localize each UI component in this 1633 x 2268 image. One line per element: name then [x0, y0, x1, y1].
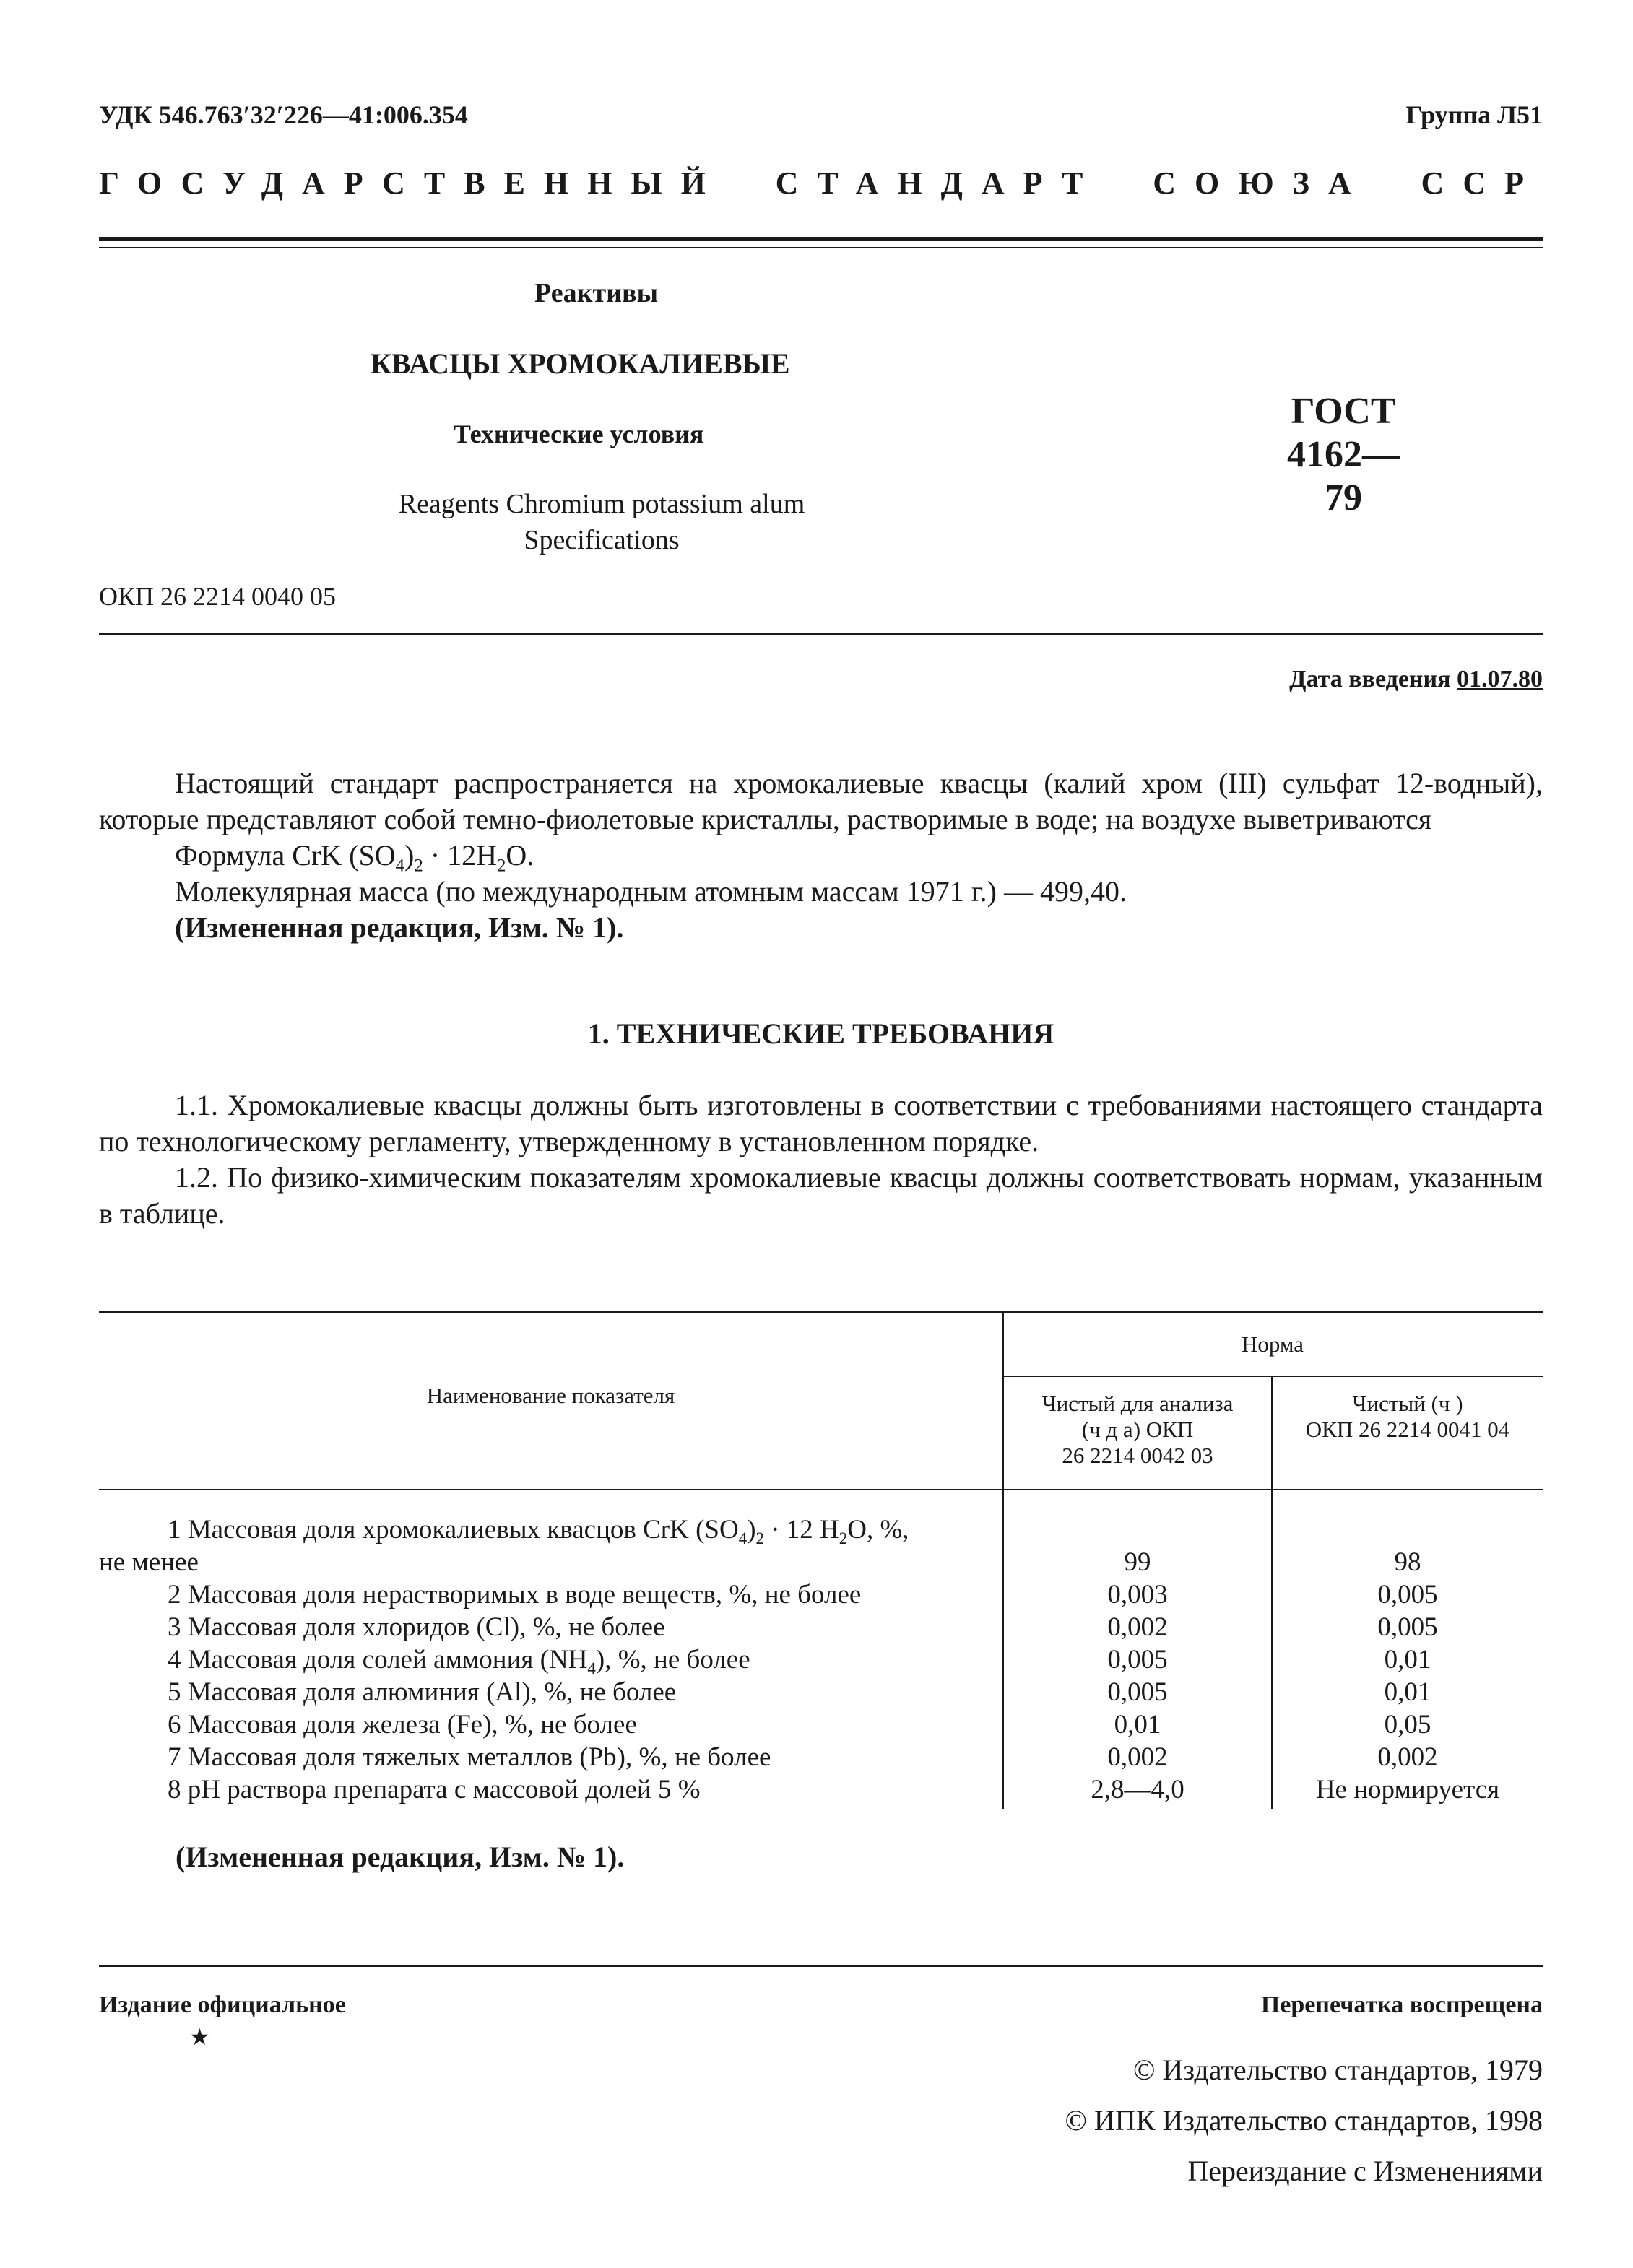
table-row — [99, 1513, 995, 1578]
row-1-name-line-2: не менее — [99, 1547, 199, 1577]
banner-word-2: СТАНДАРТ — [775, 165, 1102, 201]
technical-conditions-title: Технические условия — [454, 420, 704, 448]
category-title: Реактивы — [534, 278, 659, 308]
table-row: 2 Массовая доля нерастворимых в воде веществ, %, не более — [168, 1580, 862, 1609]
molar-mass-line: Молекулярная масса (по международным атомным массам 1971 г.) — 499,40. — [175, 875, 1127, 908]
table-amendment: (Измененная редакция, Изм. № 1). — [176, 1841, 625, 1873]
row-5-value-b: 0,01 — [1384, 1677, 1431, 1707]
english-title-line-1: Reagents Chromium potassium alum — [398, 489, 805, 519]
table-top-rule — [99, 1311, 1543, 1313]
group-code: Группа Л51 — [1405, 100, 1543, 129]
copyright-1979: © Издательство стандартов, 1979 — [1132, 2054, 1543, 2086]
column-header-pure-analysis: Чистый для анализа (ч д а) ОКП 26 2214 0042 03 — [1041, 1391, 1234, 1468]
gost-number: 4162—79 — [1287, 434, 1400, 518]
table-header-rule — [99, 1489, 1543, 1490]
clause-1-1: 1.1. Хромокалиевые квасцы должны быть изготовлены в соответствии с требованиями настоящего стандарта по технологическому регламенту, утвержденному в установленном порядке. — [99, 1089, 1543, 1157]
header-rule-thin — [99, 247, 1543, 248]
reissue-note: Переиздание с Изменениями — [1187, 2155, 1543, 2187]
table-norm-rule — [1002, 1376, 1543, 1377]
section-1-body — [99, 1087, 1543, 1232]
row-5-value-a: 0,005 — [1107, 1677, 1168, 1707]
state-standard-banner — [99, 165, 1543, 201]
row-1-name-line-1: 1 Массовая доля хромокалиевых квасцов CrK $(SO_4)_2 \cdot 12$ $H_2O$, %, — [168, 1515, 909, 1548]
gost-label: ГОСТ — [1291, 391, 1396, 432]
section-1-heading: 1. ТЕХНИЧЕСКИЕ ТРЕБОВАНИЯ — [587, 1017, 1054, 1050]
banner-word-1: ГОСУДАРСТВЕННЫЙ — [99, 165, 724, 201]
row-7-value-a: 0,002 — [1107, 1742, 1168, 1772]
row-1-value-a: 99 — [1124, 1547, 1151, 1577]
english-title — [371, 486, 833, 558]
banner-word-3: СОЮЗА — [1153, 165, 1370, 201]
column-header-indicator: Наименование показателя — [426, 1383, 675, 1408]
table-row: 5 Массовая доля алюминия (Al), %, не более — [168, 1677, 677, 1707]
row-4-value-a: 0,005 — [1107, 1645, 1168, 1674]
row-1-value-b: 98 — [1394, 1547, 1421, 1577]
row-7-value-b: 0,002 — [1377, 1742, 1438, 1772]
table-row: 3 Массовая доля хлоридов (Cl), %, не более — [168, 1612, 665, 1642]
row-4-value-b: 0,01 — [1384, 1645, 1431, 1674]
header-rule-thick — [99, 237, 1543, 241]
introduction-date — [1289, 666, 1543, 693]
row-8-value-a: 2,8—4,0 — [1091, 1775, 1184, 1804]
star-icon: ★ — [189, 2024, 210, 2050]
row-6-value-b: 0,05 — [1384, 1710, 1431, 1739]
intro-paragraph: Настоящий стандарт распространяется на хромокалиевые квасцы (калий хром (III) сульфат 12-водный), которые представляют собой темно-фиолетовые кристаллы, растворимые в воде; на воздухе выветриваются — [99, 767, 1543, 835]
table-row: 4 Массовая доля солей аммония $(NH_4)$, %, не более — [168, 1645, 750, 1678]
date-value: 01.07.80 — [1457, 666, 1543, 692]
date-label: Дата введения — [1289, 666, 1451, 692]
table-row: 6 Массовая доля железа (Fe), %, не более — [168, 1710, 637, 1739]
product-title: КВАСЦЫ ХРОМОКАЛИЕВЫЕ — [371, 347, 790, 380]
footer-rule — [99, 1965, 1543, 1967]
row-6-value-a: 0,01 — [1114, 1710, 1161, 1739]
row-3-value-a: 0,002 — [1107, 1612, 1168, 1642]
copyright-1998: © ИПК Издательство стандартов, 1998 — [1065, 2104, 1543, 2137]
title-rule — [99, 633, 1543, 635]
row-2-value-b: 0,005 — [1377, 1580, 1438, 1609]
table-row: 7 Массовая доля тяжелых металлов (Pb), %, не более — [168, 1742, 771, 1772]
english-title-line-2: Specifications — [524, 525, 680, 555]
row-3-value-b: 0,005 — [1377, 1612, 1438, 1642]
formula-line: Формула CrK $(SO_4)_2 \cdot 12H_2O$. — [175, 839, 534, 876]
reprint-prohibited: Перепечатка воспрещена — [1260, 1991, 1543, 2018]
official-edition: Издание официальное — [99, 1991, 346, 2018]
column-header-norm: Норма — [1241, 1331, 1304, 1357]
udc-code: УДК 546.763′32′226—41:006.354 — [99, 100, 468, 129]
gost-designation — [1271, 390, 1416, 520]
okp-code: ОКП 26 2214 0040 05 — [99, 582, 337, 611]
clause-1-2: 1.2. По физико-химическим показателям хромокалиевые квасцы должны соответствовать нормам, указанным в таблице. — [99, 1161, 1543, 1230]
table-row: 8 pH раствора препарата с массовой долей 5 % — [168, 1775, 701, 1804]
intro-amendment: (Измененная редакция, Изм. № 1). — [175, 911, 624, 944]
banner-word-4: ССР — [1421, 165, 1543, 201]
column-header-pure: Чистый (ч ) ОКП 26 2214 0041 04 — [1305, 1391, 1510, 1442]
intro-section — [99, 765, 1543, 946]
row-2-value-a: 0,003 — [1107, 1580, 1168, 1609]
row-8-value-b: Не нормируется — [1315, 1775, 1500, 1804]
